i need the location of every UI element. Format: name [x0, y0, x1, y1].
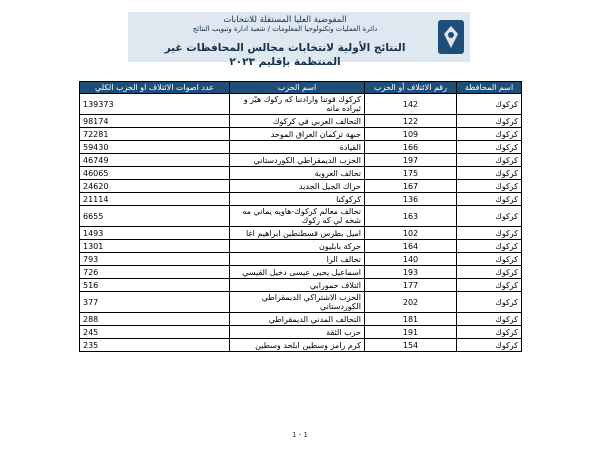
votes-cell: 72281	[80, 128, 230, 141]
table-row	[80, 193, 522, 206]
party-number-cell: 177	[365, 279, 457, 292]
party-number-cell: 136	[365, 193, 457, 206]
results-table	[79, 81, 522, 352]
table-row	[80, 266, 522, 279]
governorate-cell: كركوك	[457, 206, 522, 227]
governorate-cell: كركوك	[457, 167, 522, 180]
votes-cell: 6655	[80, 206, 230, 227]
party-name-cell: جبهة تركمان العراق الموحد	[230, 128, 365, 141]
table-row	[80, 115, 522, 128]
party-name-cell: تحالف معالم كركوك-هاويه يماني مه شخه لي كه ركوك	[230, 206, 365, 227]
table-row	[80, 240, 522, 253]
governorate-cell: كركوك	[457, 193, 522, 206]
party-number-cell: 202	[365, 292, 457, 313]
party-name-cell: الحزب الديمقراطي الكوردستاني	[230, 154, 365, 167]
table-row	[80, 339, 522, 352]
votes-cell: 726	[80, 266, 230, 279]
votes-cell: 21114	[80, 193, 230, 206]
table-row	[80, 154, 522, 167]
governorate-cell: كركوك	[457, 154, 522, 167]
party-name-cell: تحالف الرا	[230, 253, 365, 266]
header-party-number: رقم الائتلاف أو الحزب	[365, 82, 457, 94]
party-number-cell: 164	[365, 240, 457, 253]
votes-cell: 235	[80, 339, 230, 352]
table-row	[80, 141, 522, 154]
organization-name: المفوضية العليا المستقلة للانتخابات	[223, 15, 347, 25]
department-name: دائرة العمليات وتكنولوجيا المعلومات / شعبة ادارة وتبويب النتائج	[192, 25, 378, 33]
table-row	[80, 279, 522, 292]
header-total-votes: عدد اصوات الائتلاف او الحزب الكلي	[80, 82, 230, 94]
party-name-cell: كرم رامز وسطين ابلحد وسطين	[230, 339, 365, 352]
party-name-cell: ائتلاف حمورابي	[230, 279, 365, 292]
governorate-cell: كركوك	[457, 180, 522, 193]
party-number-cell: 163	[365, 206, 457, 227]
votes-cell: 1301	[80, 240, 230, 253]
party-number-cell: 140	[365, 253, 457, 266]
party-number-cell: 167	[365, 180, 457, 193]
governorate-cell: كركوك	[457, 240, 522, 253]
governorate-cell: كركوك	[457, 326, 522, 339]
page-number: 1 - 1	[292, 431, 308, 439]
header-banner	[128, 12, 470, 68]
party-number-cell: 142	[365, 94, 457, 115]
governorate-cell: كركوك	[457, 266, 522, 279]
governorate-cell: كركوك	[457, 94, 522, 115]
governorate-cell: كركوك	[457, 227, 522, 240]
table-row	[80, 128, 522, 141]
table-row	[80, 313, 522, 326]
party-number-cell: 166	[365, 141, 457, 154]
table-row	[80, 326, 522, 339]
votes-cell: 46749	[80, 154, 230, 167]
party-name-cell: اسماعيل يحيى عيسى دخيل القيسي	[230, 266, 365, 279]
party-name-cell: القيادة	[230, 141, 365, 154]
table-header-row	[80, 82, 522, 94]
votes-cell: 139373	[80, 94, 230, 115]
party-name-cell: تحالف العروبة	[230, 167, 365, 180]
party-name-cell: حزب الثقة	[230, 326, 365, 339]
governorate-cell: كركوك	[457, 253, 522, 266]
table-row	[80, 206, 522, 227]
party-number-cell: 102	[365, 227, 457, 240]
table-row	[80, 292, 522, 313]
party-name-cell: الحزب الاشتراكي الديمقراطي الكوردستاني	[230, 292, 365, 313]
commission-emblem-icon	[436, 18, 466, 56]
votes-cell: 46065	[80, 167, 230, 180]
party-name-cell: اميل بطرس قسطنطين ابراهيم اغا	[230, 227, 365, 240]
governorate-cell: كركوك	[457, 339, 522, 352]
party-number-cell: 193	[365, 266, 457, 279]
table-row	[80, 253, 522, 266]
votes-cell: 59430	[80, 141, 230, 154]
governorate-cell: كركوك	[457, 115, 522, 128]
document-title: النتائج الأولية لانتخابات مجالس المحافظات غير المنتظمة بإقليم ٢٠٢٣	[164, 42, 406, 68]
header-party-name: اسم الحزب	[230, 82, 365, 94]
votes-cell: 1493	[80, 227, 230, 240]
party-number-cell: 191	[365, 326, 457, 339]
table-body	[80, 94, 522, 352]
party-name-cell: حراك الجيل الجديد	[230, 180, 365, 193]
party-name-cell: التحالف العربي في كركوك	[230, 115, 365, 128]
party-number-cell: 154	[365, 339, 457, 352]
governorate-cell: كركوك	[457, 141, 522, 154]
party-name-cell: كركوك قوتنا وارادتنا كه ركوك هيّز و ئيراده مانه	[230, 94, 365, 115]
party-name-cell: كركوكنا	[230, 193, 365, 206]
party-number-cell: 122	[365, 115, 457, 128]
votes-cell: 377	[80, 292, 230, 313]
party-number-cell: 109	[365, 128, 457, 141]
governorate-cell: كركوك	[457, 128, 522, 141]
votes-cell: 793	[80, 253, 230, 266]
header-governorate: اسم المحافظة	[457, 82, 522, 94]
party-number-cell: 181	[365, 313, 457, 326]
party-number-cell: 175	[365, 167, 457, 180]
votes-cell: 288	[80, 313, 230, 326]
party-number-cell: 197	[365, 154, 457, 167]
table-row	[80, 227, 522, 240]
table-row	[80, 167, 522, 180]
governorate-cell: كركوك	[457, 279, 522, 292]
party-name-cell: حركة بابليون	[230, 240, 365, 253]
governorate-cell: كركوك	[457, 313, 522, 326]
table-row	[80, 180, 522, 193]
governorate-cell: كركوك	[457, 292, 522, 313]
party-name-cell: التحالف المدني الديمقراطي	[230, 313, 365, 326]
table-row	[80, 94, 522, 115]
votes-cell: 24620	[80, 180, 230, 193]
votes-cell: 516	[80, 279, 230, 292]
votes-cell: 98174	[80, 115, 230, 128]
votes-cell: 245	[80, 326, 230, 339]
